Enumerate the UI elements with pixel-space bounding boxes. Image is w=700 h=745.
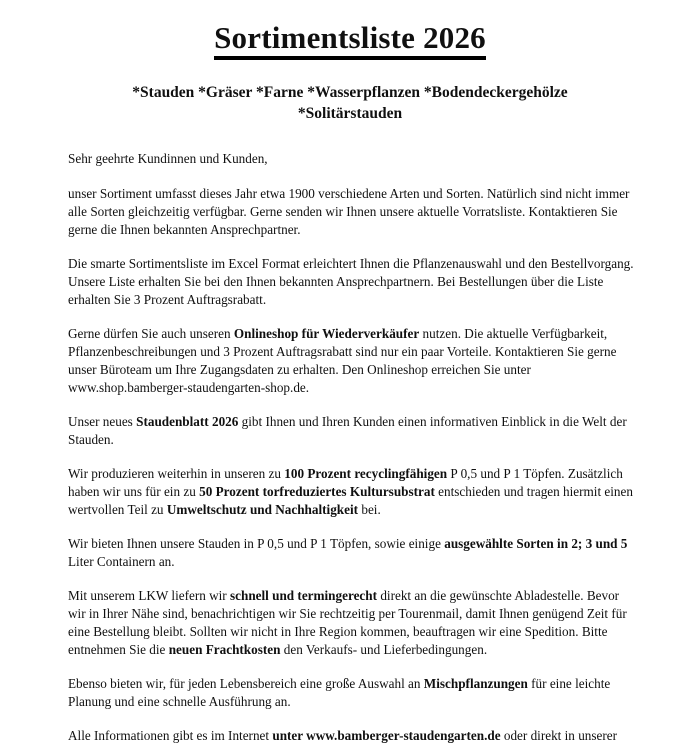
page-title-text: Sortimentsliste 2026 (214, 22, 486, 60)
paragraph-more-info (68, 727, 638, 745)
paragraph-onlineshop (68, 325, 638, 397)
text-run-0: Gerne dürfen Sie auch unseren (68, 326, 234, 341)
text-run-0: Wir bieten Ihnen unsere Stauden in P 0,5 und P 1 Töpfen, sowie einige (68, 536, 445, 551)
text-run-0: Wir produzieren weiterhin in unseren zu (68, 466, 285, 481)
paragraph-sustainability (68, 465, 638, 519)
emphasis-run-1: Mischpflanzungen (423, 676, 528, 691)
emphasis-run-1: ausgewählte Sorten in 2; 3 und 5 (444, 536, 628, 551)
paragraph-mixed-plantings (68, 675, 638, 711)
text-run-2: nutzen. Die aktuelle Verfügbarkeit, Pflanzenbeschreibungen und 3 Prozent Auftragsrabatt sind nur ein paar Vorteile. Kontaktieren Sie gerne unser Büroteam um Ihre Zugangsdaten zu erhalten. Den Onlineshop erreichen Sie unter www.shop.bamberger-staudengarten-shop.de. (68, 326, 617, 395)
text-run-0: Die smarte Sortimentsliste im Excel Format erleichtert Ihnen die Pflanzenauswahl und den Bestellvorgang. Unsere Liste erhalten Sie bei den Ihnen bekannten Ansprechpartnern. Bei Bestellungen über die Liste erhalten Sie 3 Prozent Auftragsrabatt. (68, 256, 634, 307)
emphasis-run-3: 50 Prozent torfreduziertes Kultursubstrat (199, 484, 435, 499)
paragraph-salutation (68, 150, 638, 168)
text-run-4: den Verkaufs- und Lieferbedingungen. (280, 642, 488, 657)
text-run-2: Liter Containern an. (68, 554, 175, 569)
document-body (0, 124, 700, 745)
text-run-2: P 0,5 und P 1 Töpfen. Zusätzlich haben wir uns für ein zu (68, 466, 623, 499)
text-run-0: Ebenso bieten wir, für jeden Lebensbereich eine große Auswahl an (68, 676, 424, 691)
emphasis-run-5: Umweltschutz und Nachhaltigkeit (166, 502, 359, 517)
text-run-0: Unser neues (68, 414, 137, 429)
text-run-4: entschieden und tragen hiermit einen wertvollen Teil zu (68, 484, 633, 517)
text-run-0: Alle Informationen gibt es im Internet (68, 728, 273, 743)
text-run-2: gibt Ihnen und Ihren Kunden einen informativen Einblick in die Welt der Stauden. (68, 414, 627, 447)
emphasis-run-1: Onlineshop für Wiederverkäufer (233, 326, 420, 341)
emphasis-run-1: schnell und termingerecht (230, 588, 378, 603)
text-run-0: Sehr geehrte Kundinnen und Kunden, (68, 151, 268, 166)
document-subtitle (0, 60, 700, 124)
subtitle-line-2: *Solitärstauden (297, 105, 403, 122)
paragraph-staudenblatt (68, 413, 638, 449)
emphasis-run-1: 100 Prozent recyclingfähigen (284, 466, 448, 481)
text-run-2: oder direkt in unserer (500, 728, 618, 743)
text-run-0: Mit unserem LKW liefern wir (68, 588, 230, 603)
text-run-2: für eine leichte Planung und eine schnelle Ausführung an. (68, 676, 611, 709)
emphasis-run-1: unter www.bamberger-staudengarten.de (272, 728, 501, 743)
text-run-6: bei. (358, 502, 381, 517)
paragraph-delivery (68, 587, 638, 659)
paragraph-assortment-intro (68, 185, 638, 239)
emphasis-run-3: neuen Frachtkosten (168, 642, 281, 657)
text-run-0: unser Sortiment umfasst dieses Jahr etwa 1900 verschiedene Arten und Sorten. Natürlich sind nicht immer alle Sorten gleichzeitig verfügbar. Gerne senden wir Ihnen unsere aktuelle Vorratsliste. Kontaktieren Sie gerne die Ihnen bekannten Ansprechpartner. (68, 186, 630, 237)
paragraph-pot-sizes (68, 535, 638, 571)
page-title (0, 0, 700, 60)
subtitle-line-1: *Stauden *Gräser *Farne *Wasserpflanzen *Bodendeckergehölze (132, 84, 568, 101)
paragraph-excel-list (68, 255, 638, 309)
emphasis-run-1: Staudenblatt 2026 (136, 414, 239, 429)
text-run-2: direkt an die gewünschte Abladestelle. Bevor wir in Ihrer Nähe sind, benachrichtigen wir Sie rechtzeitig per Tourenmail, damit Ihnen genügend Zeit für eine Bestellung bleibt. Sollten wir nicht in Ihre Region kommen, beauftragen wir eine Spedition. Bitte entnehmen Sie die (68, 588, 627, 657)
